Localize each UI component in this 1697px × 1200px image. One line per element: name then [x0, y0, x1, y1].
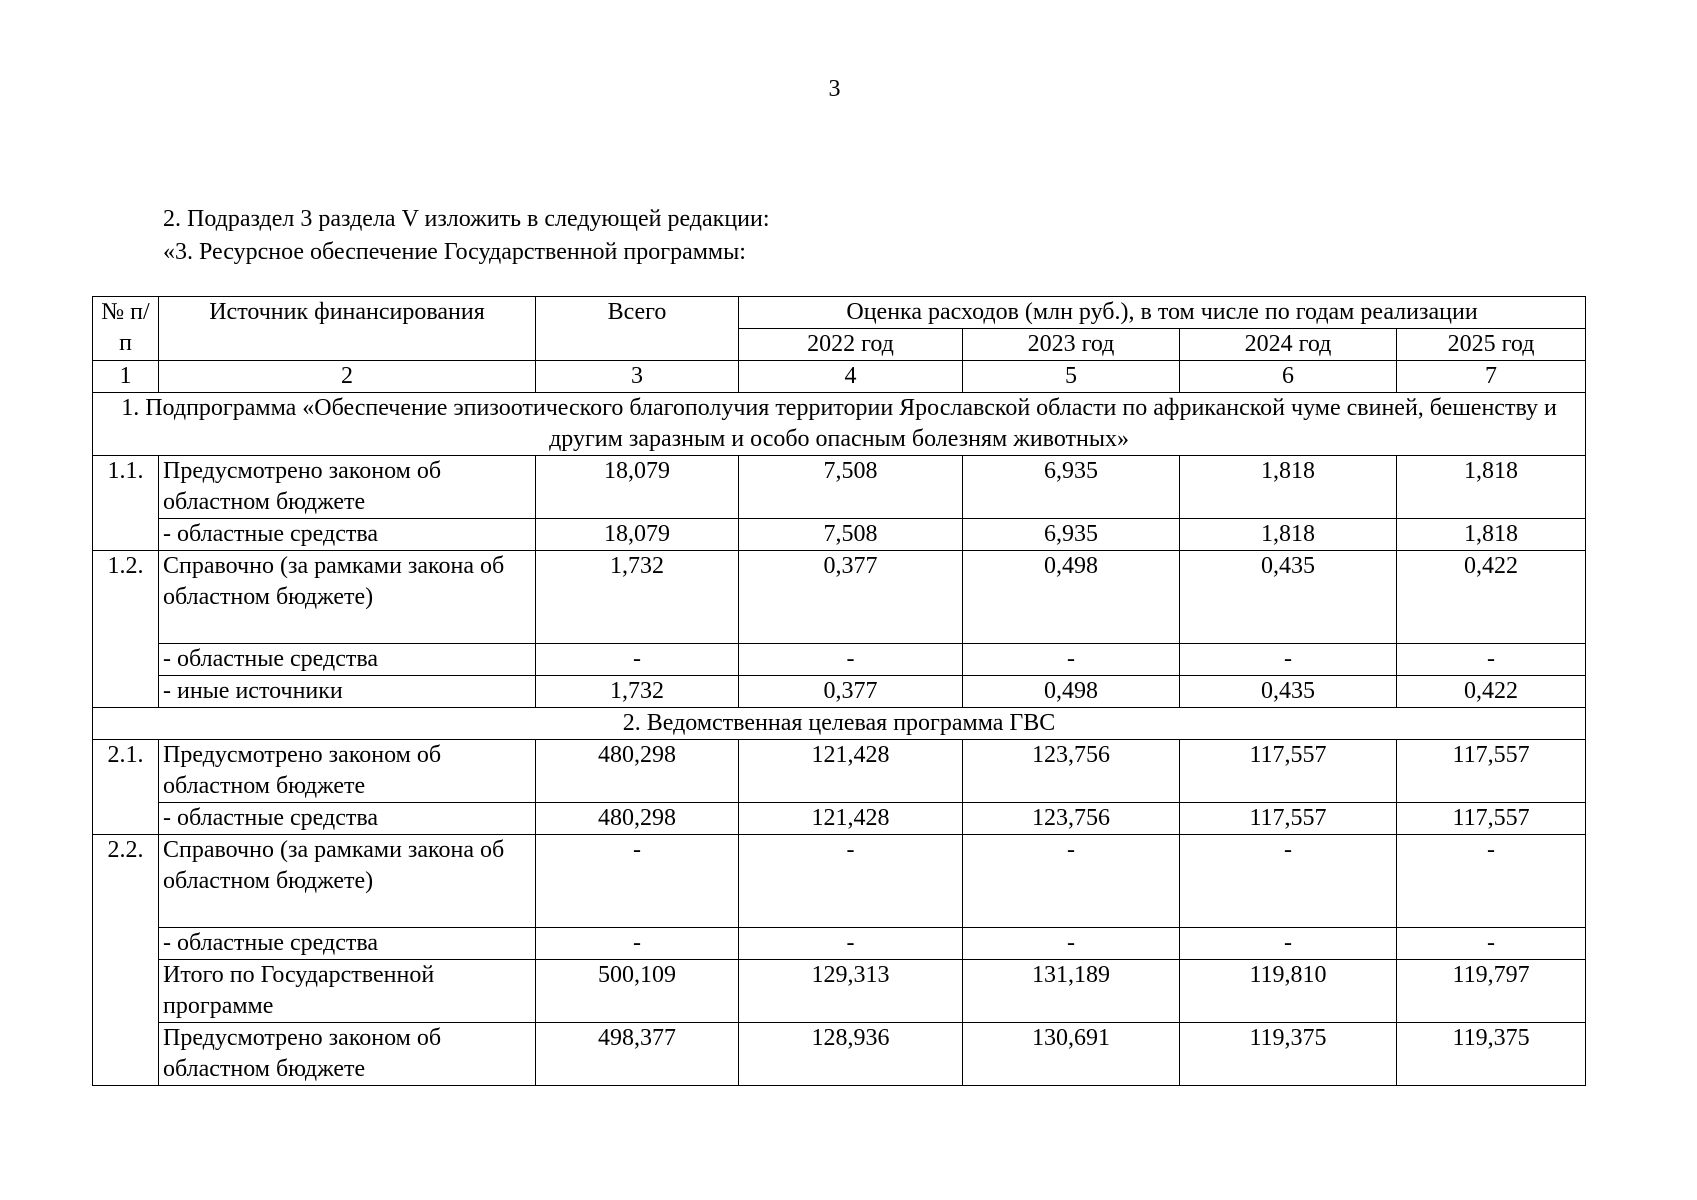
- row-value: 1,818: [1397, 519, 1586, 551]
- row-source: Предусмотрено законом об областном бюджете: [159, 456, 536, 519]
- intro-line-1: 2. Подраздел 3 раздела V изложить в следующей редакции:: [163, 206, 770, 232]
- row-value: 117,557: [1397, 740, 1586, 803]
- header-total: Всего: [536, 297, 739, 361]
- row-number: [93, 803, 159, 835]
- header-year: 2022 год: [739, 329, 963, 361]
- row-value: -: [1180, 928, 1397, 960]
- row-value: 1,818: [1180, 456, 1397, 519]
- row-source: - областные средства: [159, 928, 536, 960]
- table-row: [93, 928, 1586, 960]
- row-value: -: [1180, 835, 1397, 928]
- intro-line-2: «3. Ресурсное обеспечение Государственной программы:: [163, 239, 746, 265]
- row-value: 117,557: [1397, 803, 1586, 835]
- row-value: 7,508: [739, 519, 963, 551]
- column-number: 2: [159, 361, 536, 393]
- row-value: 498,377: [536, 1023, 739, 1086]
- row-number: [93, 1023, 159, 1086]
- row-value: -: [536, 835, 739, 928]
- row-value: 117,557: [1180, 803, 1397, 835]
- table-row: [93, 676, 1586, 708]
- row-value: 0,422: [1397, 551, 1586, 644]
- row-source: Справочно (за рамками закона об областном бюджете): [159, 835, 536, 928]
- row-value: 131,189: [963, 960, 1180, 1023]
- row-value: 128,936: [739, 1023, 963, 1086]
- row-value: 1,818: [1397, 456, 1586, 519]
- row-value: -: [536, 928, 739, 960]
- row-source: - областные средства: [159, 644, 536, 676]
- header-source: Источник финансирования: [159, 297, 536, 361]
- row-source: Итого по Государственной программе: [159, 960, 536, 1023]
- section-title: 1. Подпрограмма «Обеспечение эпизоотического благополучия территории Ярославской области по африканской чуме свиней, бешенству и другим заразным и особо опасным болезням животных»: [93, 393, 1586, 456]
- row-number: 2.2.: [93, 835, 159, 928]
- row-source: Предусмотрено законом об областном бюджете: [159, 740, 536, 803]
- row-value: -: [963, 928, 1180, 960]
- row-source: - областные средства: [159, 519, 536, 551]
- row-value: 117,557: [1180, 740, 1397, 803]
- row-value: -: [1397, 928, 1586, 960]
- row-number: [93, 519, 159, 551]
- row-value: 500,109: [536, 960, 739, 1023]
- row-value: 119,810: [1180, 960, 1397, 1023]
- row-value: 129,313: [739, 960, 963, 1023]
- resource-table: [92, 296, 1586, 1086]
- header-num: № п/п: [93, 297, 159, 361]
- row-number: 1.1.: [93, 456, 159, 519]
- page-number: 3: [828, 76, 841, 102]
- row-value: 121,428: [739, 740, 963, 803]
- column-number: 4: [739, 361, 963, 393]
- row-value: 18,079: [536, 456, 739, 519]
- row-value: 0,435: [1180, 551, 1397, 644]
- row-value: 0,377: [739, 551, 963, 644]
- row-value: -: [963, 835, 1180, 928]
- row-number: [93, 676, 159, 708]
- row-value: 480,298: [536, 740, 739, 803]
- row-value: 0,422: [1397, 676, 1586, 708]
- section-title: 2. Ведомственная целевая программа ГВС: [93, 708, 1586, 740]
- row-value: 123,756: [963, 803, 1180, 835]
- row-value: 119,797: [1397, 960, 1586, 1023]
- row-value: -: [963, 644, 1180, 676]
- column-number: 3: [536, 361, 739, 393]
- section-title-row: [93, 708, 1586, 740]
- row-value: -: [1397, 835, 1586, 928]
- column-number: 1: [93, 361, 159, 393]
- table-row: [93, 740, 1586, 803]
- row-number: [93, 960, 159, 1023]
- header-year: 2024 год: [1180, 329, 1397, 361]
- table-row: [93, 551, 1586, 644]
- column-number: 6: [1180, 361, 1397, 393]
- row-value: 18,079: [536, 519, 739, 551]
- row-number: 1.2.: [93, 551, 159, 644]
- row-value: 0,435: [1180, 676, 1397, 708]
- column-number: 5: [963, 361, 1180, 393]
- column-number-row: [93, 361, 1586, 393]
- row-value: -: [739, 644, 963, 676]
- row-value: 119,375: [1397, 1023, 1586, 1086]
- row-value: 1,732: [536, 676, 739, 708]
- row-value: -: [1180, 644, 1397, 676]
- row-value: 480,298: [536, 803, 739, 835]
- header-row-1: [93, 297, 1586, 329]
- table-row: [93, 456, 1586, 519]
- table-row: [93, 1023, 1586, 1086]
- row-value: 1,732: [536, 551, 739, 644]
- row-value: 121,428: [739, 803, 963, 835]
- row-value: 119,375: [1180, 1023, 1397, 1086]
- row-value: 130,691: [963, 1023, 1180, 1086]
- row-source: - иные источники: [159, 676, 536, 708]
- row-value: -: [1397, 644, 1586, 676]
- row-value: 0,377: [739, 676, 963, 708]
- section-title-row: [93, 393, 1586, 456]
- table-row: [93, 835, 1586, 928]
- row-value: -: [536, 644, 739, 676]
- row-number: [93, 644, 159, 676]
- row-value: -: [739, 928, 963, 960]
- row-value: -: [739, 835, 963, 928]
- row-value: 1,818: [1180, 519, 1397, 551]
- row-number: 2.1.: [93, 740, 159, 803]
- table-row: [93, 519, 1586, 551]
- row-value: 0,498: [963, 551, 1180, 644]
- intro-text: [163, 203, 770, 269]
- row-source: - областные средства: [159, 803, 536, 835]
- row-value: 123,756: [963, 740, 1180, 803]
- header-year: 2025 год: [1397, 329, 1586, 361]
- row-value: 6,935: [963, 456, 1180, 519]
- table-row: [93, 960, 1586, 1023]
- column-number: 7: [1397, 361, 1586, 393]
- row-number: [93, 928, 159, 960]
- row-source: Предусмотрено законом об областном бюджете: [159, 1023, 536, 1086]
- table-row: [93, 803, 1586, 835]
- row-source: Справочно (за рамками закона об областном бюджете): [159, 551, 536, 644]
- row-value: 7,508: [739, 456, 963, 519]
- row-value: 6,935: [963, 519, 1180, 551]
- header-estimate: Оценка расходов (млн руб.), в том числе по годам реализации: [739, 297, 1586, 329]
- header-year: 2023 год: [963, 329, 1180, 361]
- row-value: 0,498: [963, 676, 1180, 708]
- table-row: [93, 644, 1586, 676]
